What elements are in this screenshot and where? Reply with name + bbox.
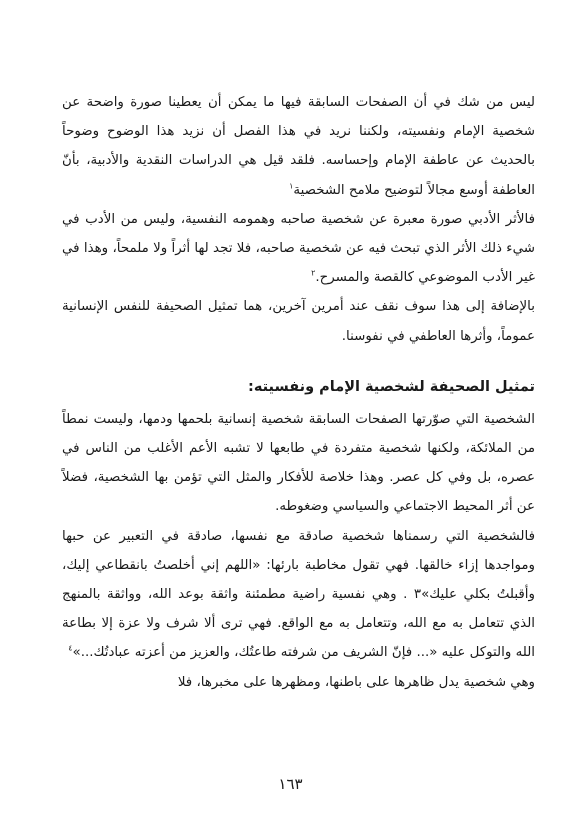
intro-paragraph-1 bbox=[62, 88, 535, 205]
intro-paragraph-3 bbox=[62, 292, 535, 350]
intro-paragraph-2 bbox=[62, 205, 535, 293]
section-paragraph-2-text: فالشخصية التي رسمناها شخصية صادقة مع نفسها، صادقة في التعبير عن حبها ومواجدها إزاء خالقها. فهي تقول مخاطبة بارئها: «اللهم إني أخلصتُ بانقطاعي إليك، وأقبلتُ بكلي عليك»٣ . وهي نفسية راضية مطمئنة واثقة بوعد الله، وواثقة بالمنهج الذي تتعامل به مع الله، وتتعامل به مع الواقع. فهي ترى ألا شرف ولا عزة إلا بطاعة الله والتوكل عليه «... فإنّ الشريف من شرفته طاعتُك، والعزيز من أعزته عبادتُك...» bbox=[62, 528, 535, 661]
page-body bbox=[62, 88, 535, 697]
footnote-marker: ٢ bbox=[311, 268, 316, 278]
intro-paragraph-3-text: بالإضافة إلى هذا سوف نقف عند أمرين آخرين، هما تمثيل الصحيفة للنفس الإنسانية عموماً، وأثرها العاطفي في نفوسنا. bbox=[62, 299, 535, 344]
page-number: ١٦٣ bbox=[278, 775, 303, 793]
intro-paragraph-1-text: ليس من شك في أن الصفحات السابقة فيها ما يمكن أن يعطينا صورة واضحة عن شخصية الإمام ونفسيته، ولكننا نريد في هذا الفصل أن نزيد هذا الوضوح وضوحاً بالحديث عن عاطفة الإمام وإحساسه. فلقد قيل هي الدراسات النقدية والأدبية، بأنّ العاطفة أوسع مجالاً لتوضيح ملامح الشخصية bbox=[62, 95, 535, 198]
footnote-marker: ١ bbox=[289, 181, 294, 191]
section-paragraph-1 bbox=[62, 405, 535, 522]
footnote-marker: ٤ bbox=[68, 643, 73, 653]
section-paragraph-2 bbox=[62, 522, 535, 668]
intro-paragraph-2-text: فالأثر الأدبي صورة معبرة عن شخصية صاحبه وهمومه النفسية، وليس من الأدب في شيء ذلك الأثر الذي تبحث فيه عن شخصية صاحبه، فلا تجد لها أثراً ولا ملمحاً، وهذا في غير الأدب الموضوعي كالقصة والمسرح. bbox=[62, 211, 535, 286]
section-heading: تمثيل الصحيفة لشخصية الإمام ونفسيته: bbox=[248, 378, 535, 395]
section-paragraph-1-text: الشخصية التي صوّرتها الصفحات السابقة شخصية إنسانية بلحمها ودمها، وليست نمطاً من الملائكة، ولكنها شخصية متفردة في طابعها لا تشبه الأعم الأغلب من الناس في عصره، بل وفي كل عصر. وهذا خلاصة للأفكار والمثل التي تؤمن بها الشخصية، فضلاً عن أثر المحيط الاجتماعي والسياسي وضغوطه. bbox=[62, 411, 535, 515]
section-paragraph-3 bbox=[62, 668, 535, 697]
section-paragraph-3-text: وهي شخصية يدل ظاهرها على باطنها، ومظهرها على مخبرها، فلا bbox=[177, 674, 535, 690]
